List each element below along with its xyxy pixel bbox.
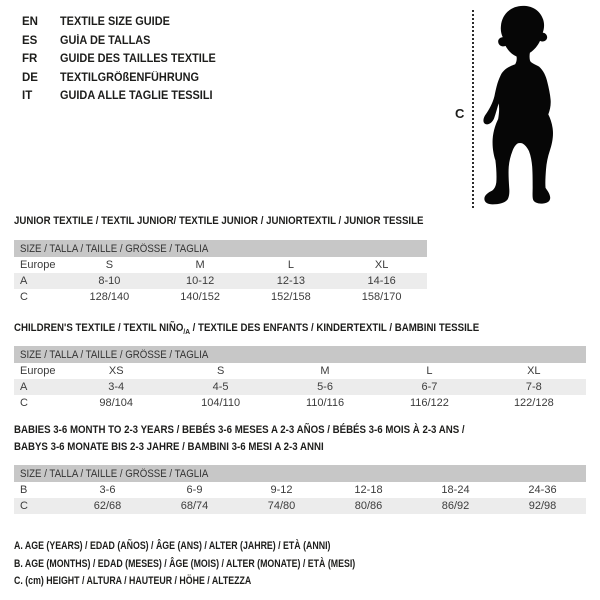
height-measure-label: C: [455, 106, 465, 121]
language-row-es: [22, 32, 224, 51]
size-value: 128/140: [89, 291, 130, 303]
size-value: 18-24: [441, 484, 470, 496]
size-value: 116/122: [409, 397, 449, 409]
size-value: 110/116: [305, 397, 345, 409]
height-measure-dotted-line: [472, 10, 474, 208]
language-code: FR: [22, 53, 38, 66]
row-label: Europe: [20, 365, 56, 377]
language-label: GUIDE DES TAILLES TEXTILE: [60, 53, 216, 66]
size-value: S: [216, 365, 225, 377]
size-value: 80/86: [354, 500, 383, 512]
row-label: C: [20, 397, 28, 409]
size-value: 7-8: [525, 381, 542, 393]
table-row-europe: [14, 257, 427, 273]
title-subscript: /A: [183, 327, 190, 337]
size-value: 12-18: [354, 484, 383, 496]
size-value: 74/80: [267, 500, 296, 512]
language-header: [22, 13, 224, 106]
table-row-c: [14, 289, 427, 305]
language-code: EN: [22, 16, 38, 29]
size-value: XL: [374, 259, 389, 271]
footnote-b: B. AGE (MONTHS) / EDAD (MESES) / ÂGE (MOIS) / ALTER (MONATE) / ETÀ (MESI): [14, 557, 356, 570]
size-value: L: [426, 365, 433, 377]
size-value: 104/110: [201, 397, 241, 409]
size-value: 62/68: [93, 500, 122, 512]
table-row-a: [14, 379, 586, 395]
size-value: 68/74: [180, 500, 209, 512]
size-value: XL: [527, 365, 541, 377]
size-value: 152/158: [270, 291, 311, 303]
row-label: B: [20, 484, 28, 496]
size-value: 10-12: [186, 275, 215, 287]
babies-size-table: [14, 465, 586, 514]
size-value: 14-16: [367, 275, 396, 287]
table-row-c: [14, 395, 586, 411]
size-value: 24-36: [528, 484, 557, 496]
language-row-en: [22, 13, 224, 32]
row-label: C: [20, 500, 28, 512]
junior-size-table: [14, 240, 427, 305]
babies-section-title: BABIES 3-6 MONTH TO 2-3 YEARS / BEBÉS 3-6 MESES A 2-3 AÑOS / BÉBÉS 3-6 MOIS À 2-3 ANS / BABYS 3-6 MONATE BIS 2-3 JAHRE / BAMBINI 3-6 MESI A 2-3 ANNI: [14, 424, 465, 453]
table-row-c: [14, 498, 586, 514]
language-row-it: [22, 87, 224, 106]
language-label: TEXTILGRÖßENFÜHRUNG: [60, 71, 199, 84]
size-value: 3-6: [99, 484, 116, 496]
row-label: Europe: [20, 259, 56, 271]
size-value: M: [195, 259, 205, 271]
size-value: 158/170: [361, 291, 402, 303]
language-row-de: [22, 69, 224, 88]
size-value: 5-6: [317, 381, 333, 393]
footnote-c: C. (cm) HEIGHT / ALTURA / HAUTEUR / HÖHE / ALTEZZA: [14, 575, 252, 587]
size-value: 9-12: [270, 484, 293, 496]
row-label: A: [20, 381, 28, 393]
language-label: TEXTILE SIZE GUIDE: [60, 16, 170, 29]
footnote-a: A. AGE (YEARS) / EDAD (AÑOS) / ÂGE (ANS) / ALTER (JAHRE) / ETÀ (ANNI): [14, 540, 331, 552]
size-value: 3-4: [108, 381, 125, 393]
language-row-fr: [22, 50, 224, 69]
size-value: 140/152: [180, 291, 220, 303]
language-label: GUIDA ALLE TAGLIE TESSILI: [60, 90, 213, 103]
language-label: GUÍA DE TALLAS: [60, 34, 151, 47]
table-row-europe: [14, 363, 586, 379]
table-row-a: [14, 273, 427, 289]
size-value: 12-13: [276, 275, 305, 287]
size-value: S: [105, 259, 114, 271]
table-header: SIZE / TALLA / TAILLE / GRÖSSE / TAGLIA: [14, 346, 586, 363]
size-value: 4-5: [212, 381, 229, 393]
row-label: C: [20, 291, 28, 303]
size-value: M: [320, 365, 330, 377]
size-value: XS: [108, 365, 124, 377]
table-header: SIZE / TALLA / TAILLE / GRÖSSE / TAGLIA: [14, 465, 586, 482]
size-value: 122/128: [513, 397, 554, 409]
language-code: DE: [22, 71, 38, 84]
table-row-b: [14, 482, 586, 498]
size-value: 98/104: [99, 397, 134, 409]
language-code: ES: [22, 34, 38, 47]
junior-section-title: JUNIOR TEXTILE / TEXTIL JUNIOR/ TEXTILE JUNIOR / JUNIORTEXTIL / JUNIOR TESSILE: [14, 215, 424, 227]
size-value: 6-7: [421, 381, 438, 393]
footnotes: [14, 538, 441, 591]
row-label: A: [20, 275, 28, 287]
children-size-table: [14, 346, 586, 411]
table-header: SIZE / TALLA / TAILLE / GRÖSSE / TAGLIA: [14, 240, 427, 257]
language-code: IT: [22, 90, 33, 103]
size-value: 92/98: [528, 500, 557, 512]
baby-silhouette-icon: [477, 5, 569, 209]
size-value: L: [287, 259, 294, 271]
size-value: 86/92: [441, 500, 470, 512]
size-value: 6-9: [186, 484, 203, 496]
children-section-title: CHILDREN'S TEXTILE / TEXTIL $NIÑO_{/A}$ / TEXTILE DES ENFANTS / KINDERTEXTIL / BAMBINI TESSILE: [14, 322, 480, 337]
size-value: 8-10: [98, 275, 121, 287]
